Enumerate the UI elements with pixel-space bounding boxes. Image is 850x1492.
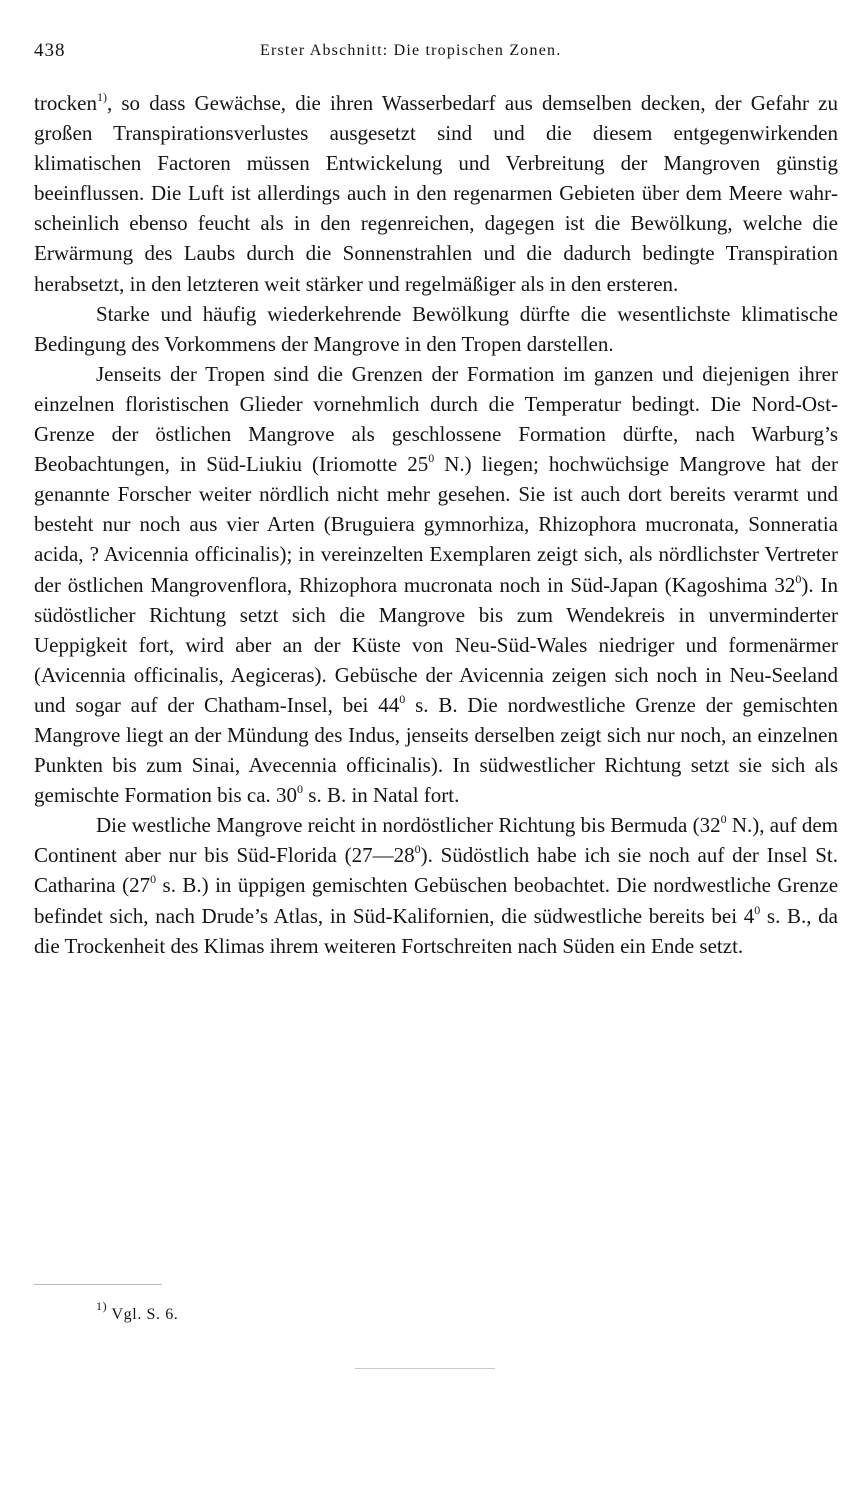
superscript: 1): [96, 90, 107, 104]
superscript: 0: [150, 872, 157, 887]
text-run: s. B. in Natal fort.: [303, 783, 460, 808]
text-run: , so dass Gewächse, die ihren Wasserbedarf aus demselben decken, der Gefahr zu großen Transpirationsverlustes ausgesetzt sind und die diesem entgegenwirkenden klimatischen Factoren müssen Entwickelung und Verbreitung der Mangroven günstig beeinflussen. Die Luft ist allerdings auch in den regenarmen Gebieten über dem Meere wahrscheinlich ebenso feucht als in den regenreichen, dagegen ist die Bewölkung, welche die Erwärmung des Laubs durch die Sonnenstrahlen und die dadurch bedingte Transpiration herabsetzt, in den letzteren weit stärker und regelmäßiger als in den ersteren.: [34, 91, 838, 296]
footnote-text: Vgl. S. 6.: [107, 1306, 179, 1323]
text-run: N.) liegen; hochwüchsige Mangrove hat der genannte Forscher weiter nördlich nicht mehr gesehen. Sie ist auch dort bereits verarmt und besteht nur noch aus vier Arten (Bruguiera gymnorhiza, Rhizophora mucronata, Sonneratia acida, ? Avicennia officinalis); in vereinzelten Exemplaren zeigt sich, als nördlichster Vertreter der östlichen Mangrovenflora, Rhizophora mucronata noch in Süd-Japan (Kagoshima 32: [34, 452, 838, 597]
superscript: 0: [428, 451, 435, 466]
footnote-marker: 1): [96, 1299, 108, 1313]
text-run: N.), auf dem Continent aber nur bis Süd-Florida (27—28: [34, 813, 838, 868]
body-text: [34, 88, 838, 961]
paragraph: [34, 359, 838, 810]
paragraph: [34, 299, 838, 359]
text-run: s. B.) in üppigen gemischten Gebüschen beobachtet. Die nordwestliche Grenze befindet sich, nach Drude’s Atlas, in Süd-Kalifornien, die südwestliche bereits bei 4: [34, 873, 839, 928]
text-run: ). In südöstlicher Richtung setzt sich die Mangrove bis zum Wendekreis in unverminderter Ueppigkeit fort, wird aber an der Küste von Neu-Süd-Wales niedriger und formenärmer (Avicennia officinalis, Aegiceras). Gebüsche der Avicennia zeigen sich noch in Neu-Seeland und sogar auf der Chatham-Insel, bei 44: [34, 572, 838, 717]
text-run: trocken: [34, 91, 97, 115]
running-head: Erster Abschnitt: Die tropischen Zonen.: [260, 42, 562, 59]
page-header: [34, 40, 840, 64]
paragraph: [34, 810, 838, 960]
paragraph: [34, 88, 838, 299]
text-run: s. B., da die Trockenheit des Klimas ihrem weiteren Fortschreiten nach Süden ein Ende setzt.: [34, 903, 839, 958]
footnote: [96, 1299, 179, 1324]
text-run: s. B. Die nordwestliche Grenze der gemischten Mangrove liegt an der Mündung des Indus, jenseits derselben zeigt sich nur noch, an einzelnen Punkten bis zum Sinai, Avecennia officinalis). In südwestlicher Richtung setzt sie sich als gemischte Formation bis ca. 30: [34, 692, 838, 808]
footnote-separator: [34, 1284, 162, 1285]
page-number: 438: [34, 40, 66, 61]
text-run: Starke und häufig wiederkehrende Bewölkung dürfte die wesentlichste klimatische Bedingung des Vorkommens der Mangrove in den Tropen darstellen.: [34, 301, 838, 356]
text-run: Die westliche Mangrove reicht in nordöstlicher Richtung bis Bermuda (32: [96, 813, 721, 838]
text-run: Jenseits der Tropen sind die Grenzen der Formation im ganzen und diejenigen ihrer einzelnen floristischen Glieder vornehmlich durch die Temperatur bedingt. Die Nord-Ost-Grenze der östlichen Mangrove als geschlossene Formation dürfte, nach Warburg’s Beobachtungen, in Süd-Liukiu (Iriomotte 25: [34, 361, 838, 477]
superscript: 0: [795, 571, 802, 586]
text-run: ). Südöstlich habe ich sie noch auf der Insel St. Catharina (27: [34, 843, 839, 898]
superscript: 0: [754, 902, 761, 917]
superscript: 0: [399, 691, 406, 706]
superscript: 0: [720, 812, 727, 827]
page-end-rule: [355, 1368, 495, 1369]
superscript: 0: [297, 782, 304, 797]
superscript: 0: [414, 842, 421, 857]
